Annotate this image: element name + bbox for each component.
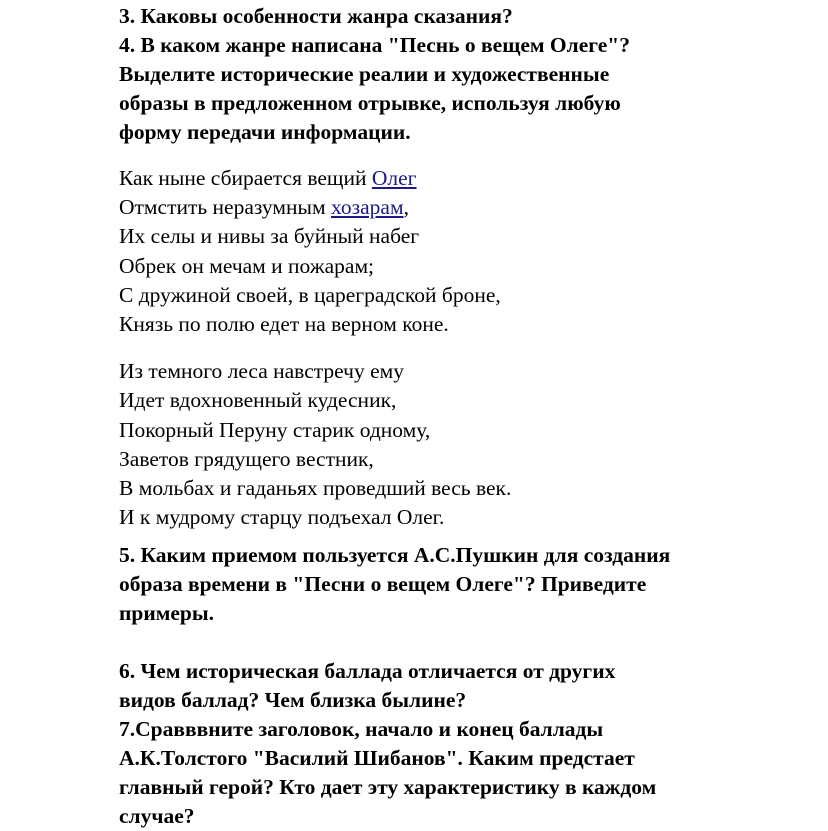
question-7-line: А.К.Толстого "Василий Шибанов". Каким предстает	[119, 746, 635, 771]
poem-line: Покорный Перуну старик одному,	[119, 417, 431, 442]
question-6-line: 6. Чем историческая баллада отличается от других	[119, 659, 616, 684]
link-khazars[interactable]: хозарам	[330, 195, 404, 220]
question-7-line: случае?	[119, 804, 195, 829]
link-oleg[interactable]: Олег	[371, 166, 417, 190]
poem-line: Их селы и нивы за буйный набег	[119, 224, 420, 249]
poem-line: Из темного леса навстречу ему	[119, 359, 405, 384]
question-4-line: 4. В каком жанре написана "Песнь о вещем Олеге"?	[119, 33, 630, 57]
question-7-line: 7.Сравввните заголовок, начало и конец баллады	[119, 717, 604, 742]
poem-line: Обрек он мечам и пожарам;	[119, 253, 375, 278]
document-page	[119, 2, 819, 831]
poem-line: Отмстить неразумным хозарам,	[119, 195, 409, 220]
question-4	[119, 31, 819, 147]
question-5-line: примеры.	[119, 601, 215, 626]
question-4-line: образы в предложенном отрывке, используя любую	[119, 91, 621, 115]
question-3: 3. Каковы особенности жанра сказания?	[119, 4, 513, 28]
poem-line: Как ныне сбирается вещий Олег	[119, 166, 417, 190]
poem-stanza-2	[119, 357, 819, 532]
question-5-line: образа времени в "Песни о вещем Олеге"? Приведите	[119, 572, 647, 597]
poem-line: В мольбах и гаданьях проведший весь век.	[119, 476, 512, 501]
poem-line: Заветов грядущего вестник,	[119, 446, 374, 471]
poem-line: С дружиной своей, в цареградской броне,	[119, 282, 501, 307]
poem-line: И к мудрому старцу подъехал Олег.	[119, 505, 445, 530]
poem-line: Князь по полю едет на верном коне.	[119, 312, 449, 337]
question-4-line: Выделите исторические реалии и художественные	[119, 62, 610, 86]
question-7	[119, 715, 819, 831]
question-6-line: видов баллад? Чем близка былине?	[119, 688, 467, 713]
question-6	[119, 657, 819, 715]
poem-line: Идет вдохновенный кудесник,	[119, 388, 397, 413]
question-4-line: форму передачи информации.	[119, 120, 411, 144]
question-5-line: 5. Каким приемом пользуется А.С.Пушкин для создания	[119, 543, 671, 568]
question-5	[119, 541, 819, 628]
poem-stanza-1	[119, 164, 819, 339]
question-7-line: главный герой? Кто дает эту характеристику в каждом	[119, 775, 657, 800]
